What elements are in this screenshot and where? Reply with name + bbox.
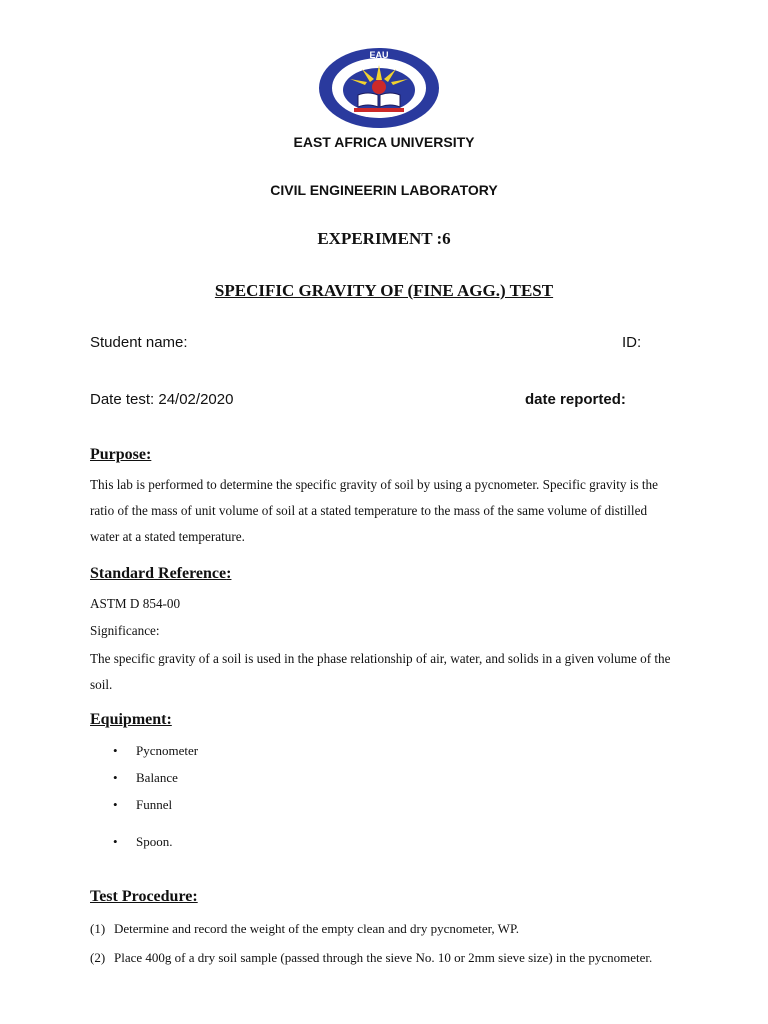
equipment-heading: Equipment:	[90, 711, 172, 728]
procedure-heading: Test Procedure:	[90, 888, 198, 905]
procedure-step-text: Place 400g of a dry soil sample (passed through the sieve No. 10 or 2mm sieve size) in the pycnometer.	[114, 950, 653, 965]
purpose-text: This lab is performed to determine the specific gravity of soil by using a pycnometer. Specific gravity is the ratio of the mass of unit volume of soil at a stated temperature to the mass of the same volume of distilled water at a stated temperature.	[90, 477, 659, 544]
procedure-step	[90, 949, 680, 967]
date-reported-label: date reported:	[525, 391, 626, 408]
equipment-item-label: Spoon.	[136, 834, 173, 849]
standard-heading-text: Standard Reference	[90, 565, 227, 582]
date-test: Date test: 24/02/2020	[90, 391, 234, 408]
experiment-number: EXPERIMENT :6	[317, 229, 451, 248]
university-name: EAST AFRICA UNIVERSITY	[293, 134, 475, 150]
laboratory-name: CIVIL ENGINEERIN LABORATORY	[270, 182, 498, 198]
procedure-step-number: (1)	[90, 921, 106, 936]
id-label: ID:	[622, 334, 642, 351]
university-logo	[318, 47, 440, 129]
procedure-step-text: Determine and record the weight of the empty clean and dry pycnometer, WP.	[114, 921, 519, 936]
svg-text:EAU: EAU	[369, 50, 389, 60]
procedure-step	[90, 920, 680, 938]
significance-label: Significance:	[90, 623, 160, 638]
standard-heading-colon: :	[226, 565, 232, 582]
document-page: EAU EAST AFRICA UNIVERSITY CIVIL ENGINEERIN LABORATORY EXPERIMENT :6 SPECIFIC GRAVITY OF (FINE AGG.) TEST Student name: ID: Date test: 24/02/2020 date reported: Purpose: This lab is performed to determine the specific gravity of soil by using a pycnometer. Specific gravity is the ratio of the mass of unit volume of soil at a stated temperature to the mass of the same volume of distilled water at a stated temperature. Standard Reference: ASTM D 854-00 Significance: The specific gravity of a soil is used in the phase relationship of air, water, and solids in a given volume of the soil. Equipment: • Pycnometer • Balance • Funnel • Spoon. Test Procedure: (1) Determine and record the weight of the empty clean and dry pycnometer, WP. (2) Place 400g of a dry soil sample (passed through the sieve No. 10 or 2mm sieve size) in the pycnometer.	[0, 0, 768, 1024]
purpose-heading: Purpose:	[90, 446, 152, 463]
astm-reference: ASTM D 854-00	[90, 596, 181, 611]
significance-text: The specific gravity of a soil is used in the phase relationship of air, water, and solids in a given volume of the soil.	[90, 651, 671, 692]
procedure-step-number: (2)	[90, 950, 106, 965]
equipment-item-label: Balance	[136, 770, 178, 785]
equipment-item-label: Pycnometer	[136, 743, 199, 758]
standard-heading	[90, 565, 231, 583]
equipment-item-label: Funnel	[136, 797, 173, 812]
student-name-label: Student name:	[90, 334, 188, 351]
test-title: SPECIFIC GRAVITY OF (FINE AGG.) TEST	[214, 281, 554, 300]
